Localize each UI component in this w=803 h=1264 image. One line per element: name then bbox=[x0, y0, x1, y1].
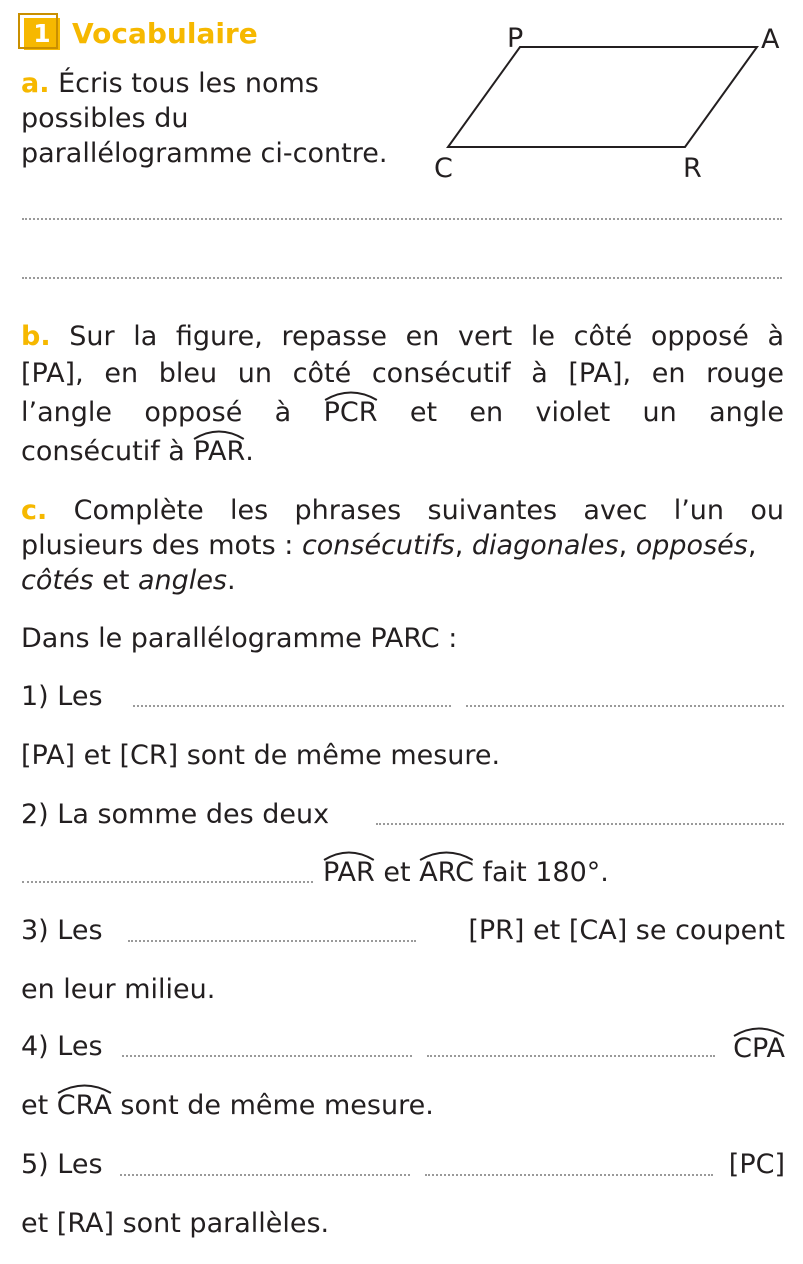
part-b-line-3 bbox=[21, 396, 784, 430]
sentence-3-after: [PR] et [CA] se coupent bbox=[468, 915, 785, 946]
answer-line-3[interactable] bbox=[128, 940, 416, 942]
angle-par-b: PAR bbox=[193, 435, 245, 469]
sentence-2-start: 2) La somme des deux bbox=[21, 799, 330, 830]
parallelogram-figure bbox=[420, 20, 803, 190]
part-c-line-3: côtés et angles. bbox=[21, 565, 236, 596]
sentence-3-end: en leur milieu. bbox=[21, 974, 216, 1005]
word-diagonales: diagonales bbox=[471, 530, 619, 561]
answer-line-1b[interactable] bbox=[466, 705, 784, 707]
part-a-line-3: parallélogramme ci-contre. bbox=[21, 138, 388, 169]
sentence-5-after: [PC] bbox=[728, 1149, 785, 1180]
part-b-letter: b. bbox=[21, 321, 51, 352]
sentence-2-end: PAR et ARC fait 180°. bbox=[323, 856, 609, 890]
point-label-r: R bbox=[683, 153, 702, 184]
point-label-a: A bbox=[761, 24, 780, 55]
word-opposes: opposés bbox=[635, 530, 748, 561]
parallelogram-shape bbox=[448, 47, 757, 147]
part-a-letter: a. bbox=[21, 68, 50, 99]
answer-line-2b[interactable] bbox=[22, 881, 313, 883]
word-consecutifs: consécutifs bbox=[301, 530, 455, 561]
angle-arc: ARC bbox=[419, 856, 474, 890]
word-cotes: côtés bbox=[21, 565, 94, 596]
sentence-5-start: 5) Les bbox=[21, 1149, 103, 1180]
part-c-intro: Dans le parallélogramme PARC : bbox=[21, 623, 458, 654]
angle-cpa: CPA bbox=[733, 1032, 785, 1066]
answer-line-a-2[interactable] bbox=[22, 277, 782, 279]
sentence-3-start: 3) Les bbox=[21, 915, 103, 946]
part-b-line-1 bbox=[21, 320, 784, 354]
answer-line-5b[interactable] bbox=[425, 1174, 713, 1176]
exercise-number-badge: 1 bbox=[24, 18, 60, 50]
part-a-line-1 bbox=[21, 67, 319, 101]
angle-par-c: PAR bbox=[323, 856, 375, 890]
sentence-4-start: 4) Les bbox=[21, 1031, 103, 1062]
part-b-line-2: [PA], en bleu un côté consécutif à [PA], en rouge bbox=[21, 358, 784, 389]
part-c-line-1 bbox=[21, 494, 784, 528]
part-b-text-4a: consécutif à bbox=[21, 436, 185, 467]
sentence-4-end: et CRA sont de même mesure. bbox=[21, 1089, 434, 1123]
part-b-line-4: consécutif à PAR. bbox=[21, 435, 254, 469]
sentence-4-angle bbox=[733, 1032, 785, 1066]
part-a-line-2: possibles du bbox=[21, 103, 189, 134]
answer-line-5a[interactable] bbox=[120, 1174, 410, 1176]
answer-line-4a[interactable] bbox=[122, 1055, 412, 1057]
part-b-text-1: Sur la figure, repasse en vert le côté opposé à bbox=[69, 321, 784, 352]
angle-pcr: PCR bbox=[324, 396, 378, 430]
part-c-line-2: plusieurs des mots : consécutifs, diagonales, opposés, bbox=[21, 530, 757, 561]
answer-line-1a[interactable] bbox=[133, 705, 451, 707]
answer-line-4b[interactable] bbox=[427, 1055, 715, 1057]
point-label-p: P bbox=[507, 23, 524, 54]
angle-cra: CRA bbox=[57, 1089, 112, 1123]
part-c-letter: c. bbox=[21, 495, 48, 526]
word-angles: angles bbox=[138, 565, 227, 596]
answer-line-a-1[interactable] bbox=[22, 218, 782, 220]
part-b-text-3b: et en violet un angle bbox=[409, 397, 784, 428]
answer-line-2a[interactable] bbox=[376, 823, 784, 825]
point-label-c: C bbox=[434, 153, 453, 184]
exercise-title: Vocabulaire bbox=[72, 17, 258, 50]
sentence-1-end: [PA] et [CR] sont de même mesure. bbox=[21, 740, 501, 771]
part-a-text-1: Écris tous les noms bbox=[58, 68, 319, 99]
sentence-1-start: 1) Les bbox=[21, 681, 103, 712]
sentence-5-end: et [RA] sont parallèles. bbox=[21, 1208, 330, 1239]
part-c-text-1: Complète les phrases suivantes avec l’un ou bbox=[73, 495, 784, 526]
part-b-text-3a: l’angle opposé à bbox=[21, 397, 292, 428]
